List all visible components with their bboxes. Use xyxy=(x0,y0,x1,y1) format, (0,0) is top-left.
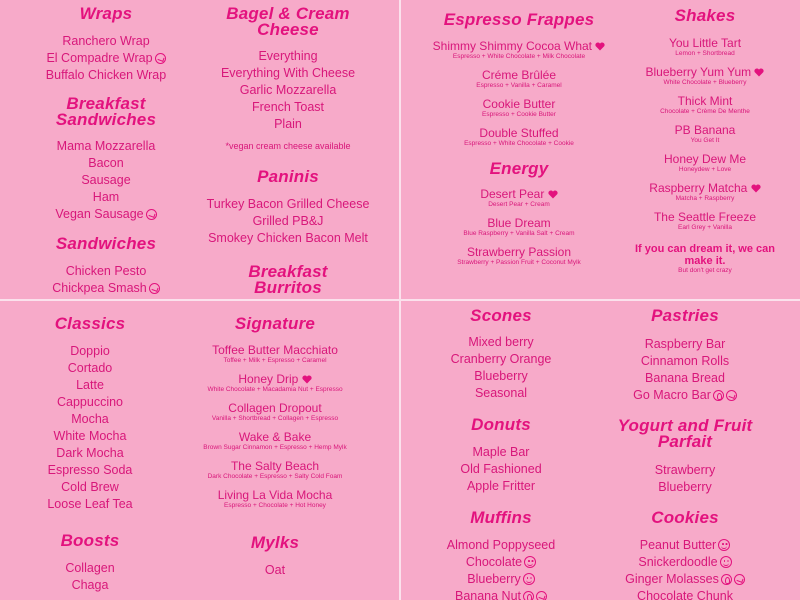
bagel-heading xyxy=(188,6,388,38)
tagline-sub: But don't get crazy xyxy=(678,267,732,274)
muffins-heading: Muffins xyxy=(470,508,532,527)
heading-line: Bagel & Cream xyxy=(226,4,350,23)
heart-icon xyxy=(751,184,761,193)
item-label: Shimmy Shimmy Cocoa What xyxy=(432,39,593,53)
item-label: Snickerdoodle xyxy=(638,555,718,569)
vegan-icon xyxy=(726,390,737,401)
menu-item: Blueberry xyxy=(474,369,528,383)
classics-section xyxy=(0,316,180,594)
wraps-heading: Wraps xyxy=(79,4,133,23)
menu-item: Living La Vida Mocha xyxy=(217,488,333,502)
item-description: Blue Raspberry + Vanilla Salt + Cream xyxy=(463,230,575,237)
heart-icon xyxy=(302,375,312,384)
menu-item: French Toast xyxy=(251,100,325,114)
menu-item: Double Stuffed xyxy=(479,126,559,140)
item-description: Desert Pear + Cream xyxy=(488,201,550,208)
paninis-heading: Paninis xyxy=(257,167,319,186)
heading-line: Burritos xyxy=(254,278,322,297)
item-description: Vanilla + Shortbread + Collagen + Espresso xyxy=(211,415,339,422)
vegan-icon xyxy=(155,53,166,64)
item-description: Chocolate + Crème De Menthe xyxy=(660,108,750,115)
pastries-section xyxy=(601,308,769,600)
heading-line: Breakfast xyxy=(66,94,146,113)
menu-item xyxy=(180,372,370,386)
menu-item xyxy=(416,39,622,53)
gluten-free-icon xyxy=(523,591,534,600)
menu-item: Turkey Bacon Grilled Cheese xyxy=(206,197,370,211)
menu-item: Seasonal xyxy=(474,386,528,400)
menu-item xyxy=(601,554,769,571)
scones-heading: Scones xyxy=(470,306,532,325)
item-description: Dark Chocolate + Espresso + Salty Cold Foam xyxy=(207,473,343,480)
classics-heading: Classics xyxy=(54,314,126,333)
menu-item xyxy=(633,65,777,79)
burritos-heading xyxy=(188,264,388,296)
menu-item xyxy=(416,187,622,201)
yogurt-heading xyxy=(601,418,769,450)
menu-item: Banana Bread xyxy=(645,371,725,385)
menu-item: Honey Dew Me xyxy=(663,152,747,166)
menu-item: Latte xyxy=(76,378,104,392)
tagline: If you can dream it, we can make it. xyxy=(635,243,775,267)
menu-item xyxy=(401,588,601,600)
item-label: Desert Pear xyxy=(480,187,545,201)
smiley-icon xyxy=(718,539,730,551)
signature-section xyxy=(180,316,370,579)
item-label: Chocolate xyxy=(465,555,523,569)
heading-line: Cheese xyxy=(257,20,319,39)
bagel-section xyxy=(188,6,388,296)
item-description: Honeydew + Love xyxy=(678,166,732,173)
menu-item: Buffalo Chicken Wrap xyxy=(45,68,167,82)
vegan-icon xyxy=(734,574,745,585)
menu-item: Chocolate Chunk xyxy=(637,589,733,600)
item-label: Peanut Butter xyxy=(639,538,717,552)
menu-item: Sausage xyxy=(81,173,131,187)
menu-item: Cold Brew xyxy=(61,480,119,494)
item-description: White Chocolate + Blueberry xyxy=(663,79,747,86)
menu-item: Maple Bar xyxy=(472,445,530,459)
scones-section xyxy=(401,308,601,600)
menu-item: Dark Mocha xyxy=(56,446,124,460)
breakfast-sandwiches-heading xyxy=(0,96,212,128)
menu-item: Chaga xyxy=(71,578,109,592)
item-description: Strawberry + Passion Fruit + Coconut Mylk xyxy=(457,259,581,266)
menu-item xyxy=(633,181,777,195)
vegan-icon xyxy=(149,283,160,294)
smiley-icon xyxy=(524,556,536,568)
mylks-heading: Mylks xyxy=(250,533,300,552)
item-description: White Chocolate + Macadamia Nut + Espresso xyxy=(207,386,343,393)
item-label: Honey Drip xyxy=(238,372,299,386)
menu-item: The Salty Beach xyxy=(230,459,320,473)
menu-item xyxy=(401,571,601,588)
menu-item: Strawberry xyxy=(654,463,716,477)
heading-line: Parfait xyxy=(657,432,713,451)
panel-bakery xyxy=(401,301,800,600)
heading-line: Yogurt and Fruit xyxy=(617,416,753,435)
menu-item: Grilled PB&J xyxy=(252,214,324,228)
item-label: Banana Nut xyxy=(454,589,522,600)
item-description: Matcha + Raspberry xyxy=(675,195,735,202)
item-description: Brown Sugar Cinnamon + Espresso + Hemp Mylk xyxy=(203,444,347,451)
menu-item: Mama Mozzarella xyxy=(56,139,156,153)
menu-item: Oat xyxy=(264,563,286,577)
item-label: Ginger Molasses xyxy=(625,572,719,586)
item-label: Blueberry xyxy=(467,572,521,586)
donuts-heading: Donuts xyxy=(471,415,531,434)
item-label: Blueberry Yum Yum xyxy=(645,65,752,79)
item-label: Raspberry Matcha xyxy=(649,181,748,195)
menu-item: Strawberry Passion xyxy=(466,245,572,259)
item-description: Toffee + Milk + Espresso + Caramel xyxy=(223,357,327,364)
menu-item xyxy=(0,206,212,223)
menu-item: Toffee Butter Macchiato xyxy=(212,343,338,357)
menu-item: Wake & Bake xyxy=(238,430,312,444)
heart-icon xyxy=(548,190,558,199)
menu-item: Mixed berry xyxy=(468,335,534,349)
item-description: Espresso + Cookie Butter xyxy=(482,111,556,118)
menu-item xyxy=(401,554,601,571)
gluten-free-icon xyxy=(721,574,732,585)
item-description: You Get It xyxy=(690,137,720,144)
frappes-heading: Espresso Frappes xyxy=(443,10,595,29)
menu-item: You Little Tart xyxy=(668,36,742,50)
menu-item: Almond Poppyseed xyxy=(446,538,556,552)
energy-heading: Energy xyxy=(489,159,549,178)
menu-item: Raspberry Bar xyxy=(644,337,726,351)
menu-item: Collagen xyxy=(65,561,115,575)
menu-item: Everything xyxy=(258,49,318,63)
menu-item: Cortado xyxy=(67,361,113,375)
menu-item xyxy=(601,571,769,588)
menu-item: PB Banana xyxy=(674,123,736,137)
panel-food xyxy=(0,0,399,299)
vegan-icon xyxy=(536,591,547,600)
menu-item: The Seattle Freeze xyxy=(653,210,757,224)
menu-item xyxy=(0,280,212,297)
menu-item: Thick Mint xyxy=(677,94,733,108)
heading-line: Sandwiches xyxy=(55,110,157,129)
menu-item: Old Fashioned xyxy=(460,462,542,476)
heart-icon xyxy=(595,42,605,51)
item-description: Espresso + White Chocolate + Cookie xyxy=(464,140,574,147)
vegan-icon xyxy=(146,209,157,220)
menu-item: Espresso Soda xyxy=(47,463,133,477)
cookies-heading: Cookies xyxy=(651,508,719,527)
smiley-icon xyxy=(720,556,732,568)
item-description: Espresso + Vanilla + Caramel xyxy=(476,82,562,89)
panel-cold-drinks xyxy=(401,0,800,299)
menu-item: Cookie Butter xyxy=(482,97,556,111)
menu-item: Ham xyxy=(92,190,120,204)
menu-item: White Mocha xyxy=(53,429,127,443)
heart-icon xyxy=(754,68,764,77)
menu-item: Cinnamon Rolls xyxy=(640,354,730,368)
menu-item: Garlic Mozzarella xyxy=(239,83,337,97)
menu-item: Plain xyxy=(274,117,302,131)
menu-item: Créme Brûlée xyxy=(481,68,557,82)
menu-item: Cranberry Orange xyxy=(450,352,552,366)
menu-item: Blueberry xyxy=(658,480,712,494)
menu-item: Everything With Cheese xyxy=(220,66,356,80)
menu-item: Doppio xyxy=(70,344,110,358)
menu-item xyxy=(601,537,769,554)
menu-item xyxy=(0,50,212,67)
vegan-note: *vegan cream cheese available xyxy=(225,141,351,151)
pastries-heading: Pastries xyxy=(651,306,719,325)
heading-line: Breakfast xyxy=(248,262,328,281)
menu-item: Chicken Pesto xyxy=(65,264,147,278)
menu-item: Blue Dream xyxy=(487,216,551,230)
panel-coffee xyxy=(0,301,399,600)
smiley-icon xyxy=(523,573,535,585)
menu-item: Ranchero Wrap xyxy=(62,34,150,48)
wraps-section xyxy=(0,6,212,297)
item-label: Vegan Sausage xyxy=(55,207,144,221)
item-description: Espresso + Chocolate + Hot Honey xyxy=(224,502,326,509)
frappes-section xyxy=(416,12,622,274)
item-description: Espresso + White Chocolate + Milk Chocolate xyxy=(452,53,586,60)
shakes-section xyxy=(633,8,777,282)
menu-item: Smokey Chicken Bacon Melt xyxy=(208,231,368,245)
menu-item: Collagen Dropout xyxy=(228,401,322,415)
menu-item: Apple Fritter xyxy=(466,479,536,493)
menu-item xyxy=(601,387,769,404)
menu-item: Mocha xyxy=(71,412,109,426)
menu-item: Loose Leaf Tea xyxy=(47,497,133,511)
sandwiches-heading: Sandwiches xyxy=(55,234,157,253)
menu-item: Cappuccino xyxy=(56,395,123,409)
item-label: Go Macro Bar xyxy=(633,388,711,402)
item-label: El Compadre Wrap xyxy=(46,51,153,65)
gluten-free-icon xyxy=(713,390,724,401)
item-label: Chickpea Smash xyxy=(52,281,147,295)
menu-item: Bacon xyxy=(88,156,124,170)
item-description: Earl Grey + Vanilla xyxy=(678,224,732,231)
signature-heading: Signature xyxy=(234,314,316,333)
shakes-heading: Shakes xyxy=(674,6,736,25)
boosts-heading: Boosts xyxy=(60,531,120,550)
item-description: Lemon + Shortbread xyxy=(675,50,735,57)
